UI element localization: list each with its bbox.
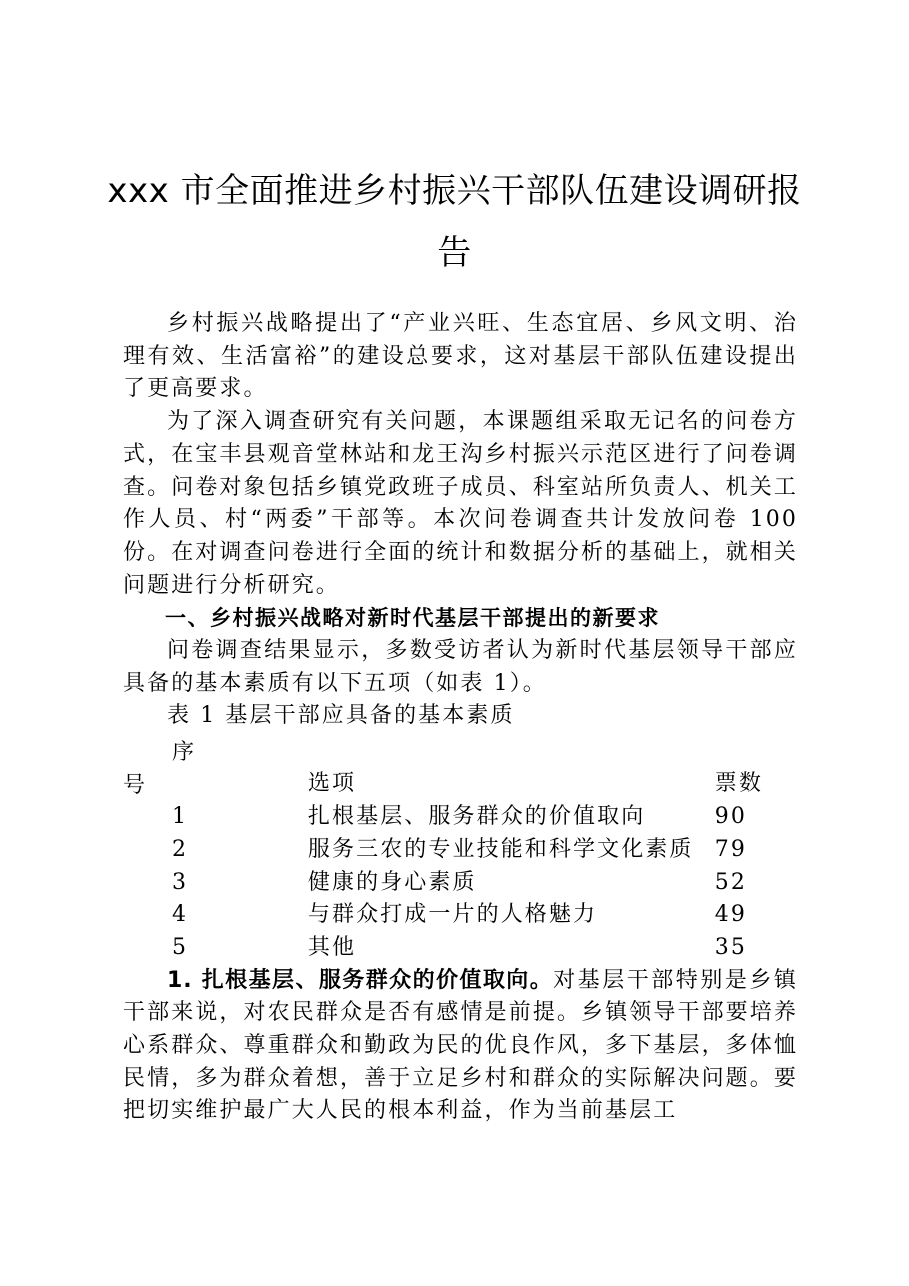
- row-option: 与群众打成一片的人格魅力: [307, 902, 598, 928]
- paragraph-lead-label: 1. 扎根基层、服务群众的价值取向。: [167, 967, 554, 993]
- row-no: 4: [172, 902, 189, 928]
- section-heading-1: 一、乡村振兴战略对新时代基层干部提出的新要求: [165, 606, 660, 631]
- paragraph-value-orientation: [123, 965, 798, 1129]
- row-no: 3: [172, 869, 189, 895]
- row-option: 扎根基层、服务群众的价值取向: [307, 804, 646, 830]
- qualities-table: [123, 733, 798, 965]
- row-option: 其他: [307, 934, 357, 960]
- row-votes: 90: [714, 804, 747, 830]
- header-no-line2: 号: [123, 773, 148, 799]
- paragraph-survey-result: 问卷调查结果显示，多数受访者认为新时代基层领导干部应具备的基本素质有以下五项（如表 1）。: [123, 638, 798, 696]
- row-votes: 79: [714, 836, 747, 862]
- table-row: [123, 834, 798, 867]
- table-row: [123, 932, 798, 965]
- row-no: 2: [172, 836, 189, 862]
- table-caption: 表 1 基层干部应具备的基本素质: [167, 703, 515, 729]
- row-votes: 52: [714, 869, 747, 895]
- row-votes: 49: [714, 902, 747, 928]
- document-title: xxx 市全面推进乡村振兴干部队伍建设调研报告: [107, 171, 802, 273]
- paragraph-survey-method: 为了深入调查研究有关问题，本课题组采取无记名的问卷方式，在宝丰县观音堂林站和龙王沟乡村振兴示范区进行了问卷调查。问卷对象包括乡镇党政班子成员、科室站所负责人、机关工作人员、村“两委”干部等。本次问卷调查共计发放问卷 100 份。在对调查问卷进行全面的统计和数据分析的基础上，就相关问题进行分析研究。: [123, 409, 798, 598]
- header-no: [123, 737, 308, 801]
- document-body: [123, 308, 798, 1128]
- paragraph-value-orientation-text: 对基层干部特别是乡镇干部来说，对农民群众是否有感情是前提。乡镇领导干部要培养心系群众、尊重群众和勤政为民的优良作风，多下基层，多体恤民情，多为群众着想，善于立足乡村和群众的实际解决问题。要把切实维护最广大人民的根本利益，作为当前基层工: [123, 967, 798, 1124]
- table-row: [123, 801, 798, 834]
- table-row: [123, 899, 798, 932]
- table-row: [123, 867, 798, 900]
- row-no: 1: [172, 804, 189, 830]
- row-no: 5: [172, 934, 189, 960]
- row-option: 服务三农的专业技能和科学文化素质: [307, 836, 694, 862]
- table-header-row: [123, 733, 798, 801]
- row-votes: 35: [714, 934, 747, 960]
- row-option: 健康的身心素质: [307, 869, 477, 895]
- header-votes: 票数: [714, 771, 763, 797]
- paragraph-intro: 乡村振兴战略提出了“产业兴旺、生态宜居、乡风文明、治理有效、生活富裕”的建设总要求，这对基层干部队伍建设提出了更高要求。: [123, 311, 798, 402]
- header-no-line1: 序: [172, 740, 197, 766]
- header-option: 选项: [307, 771, 357, 797]
